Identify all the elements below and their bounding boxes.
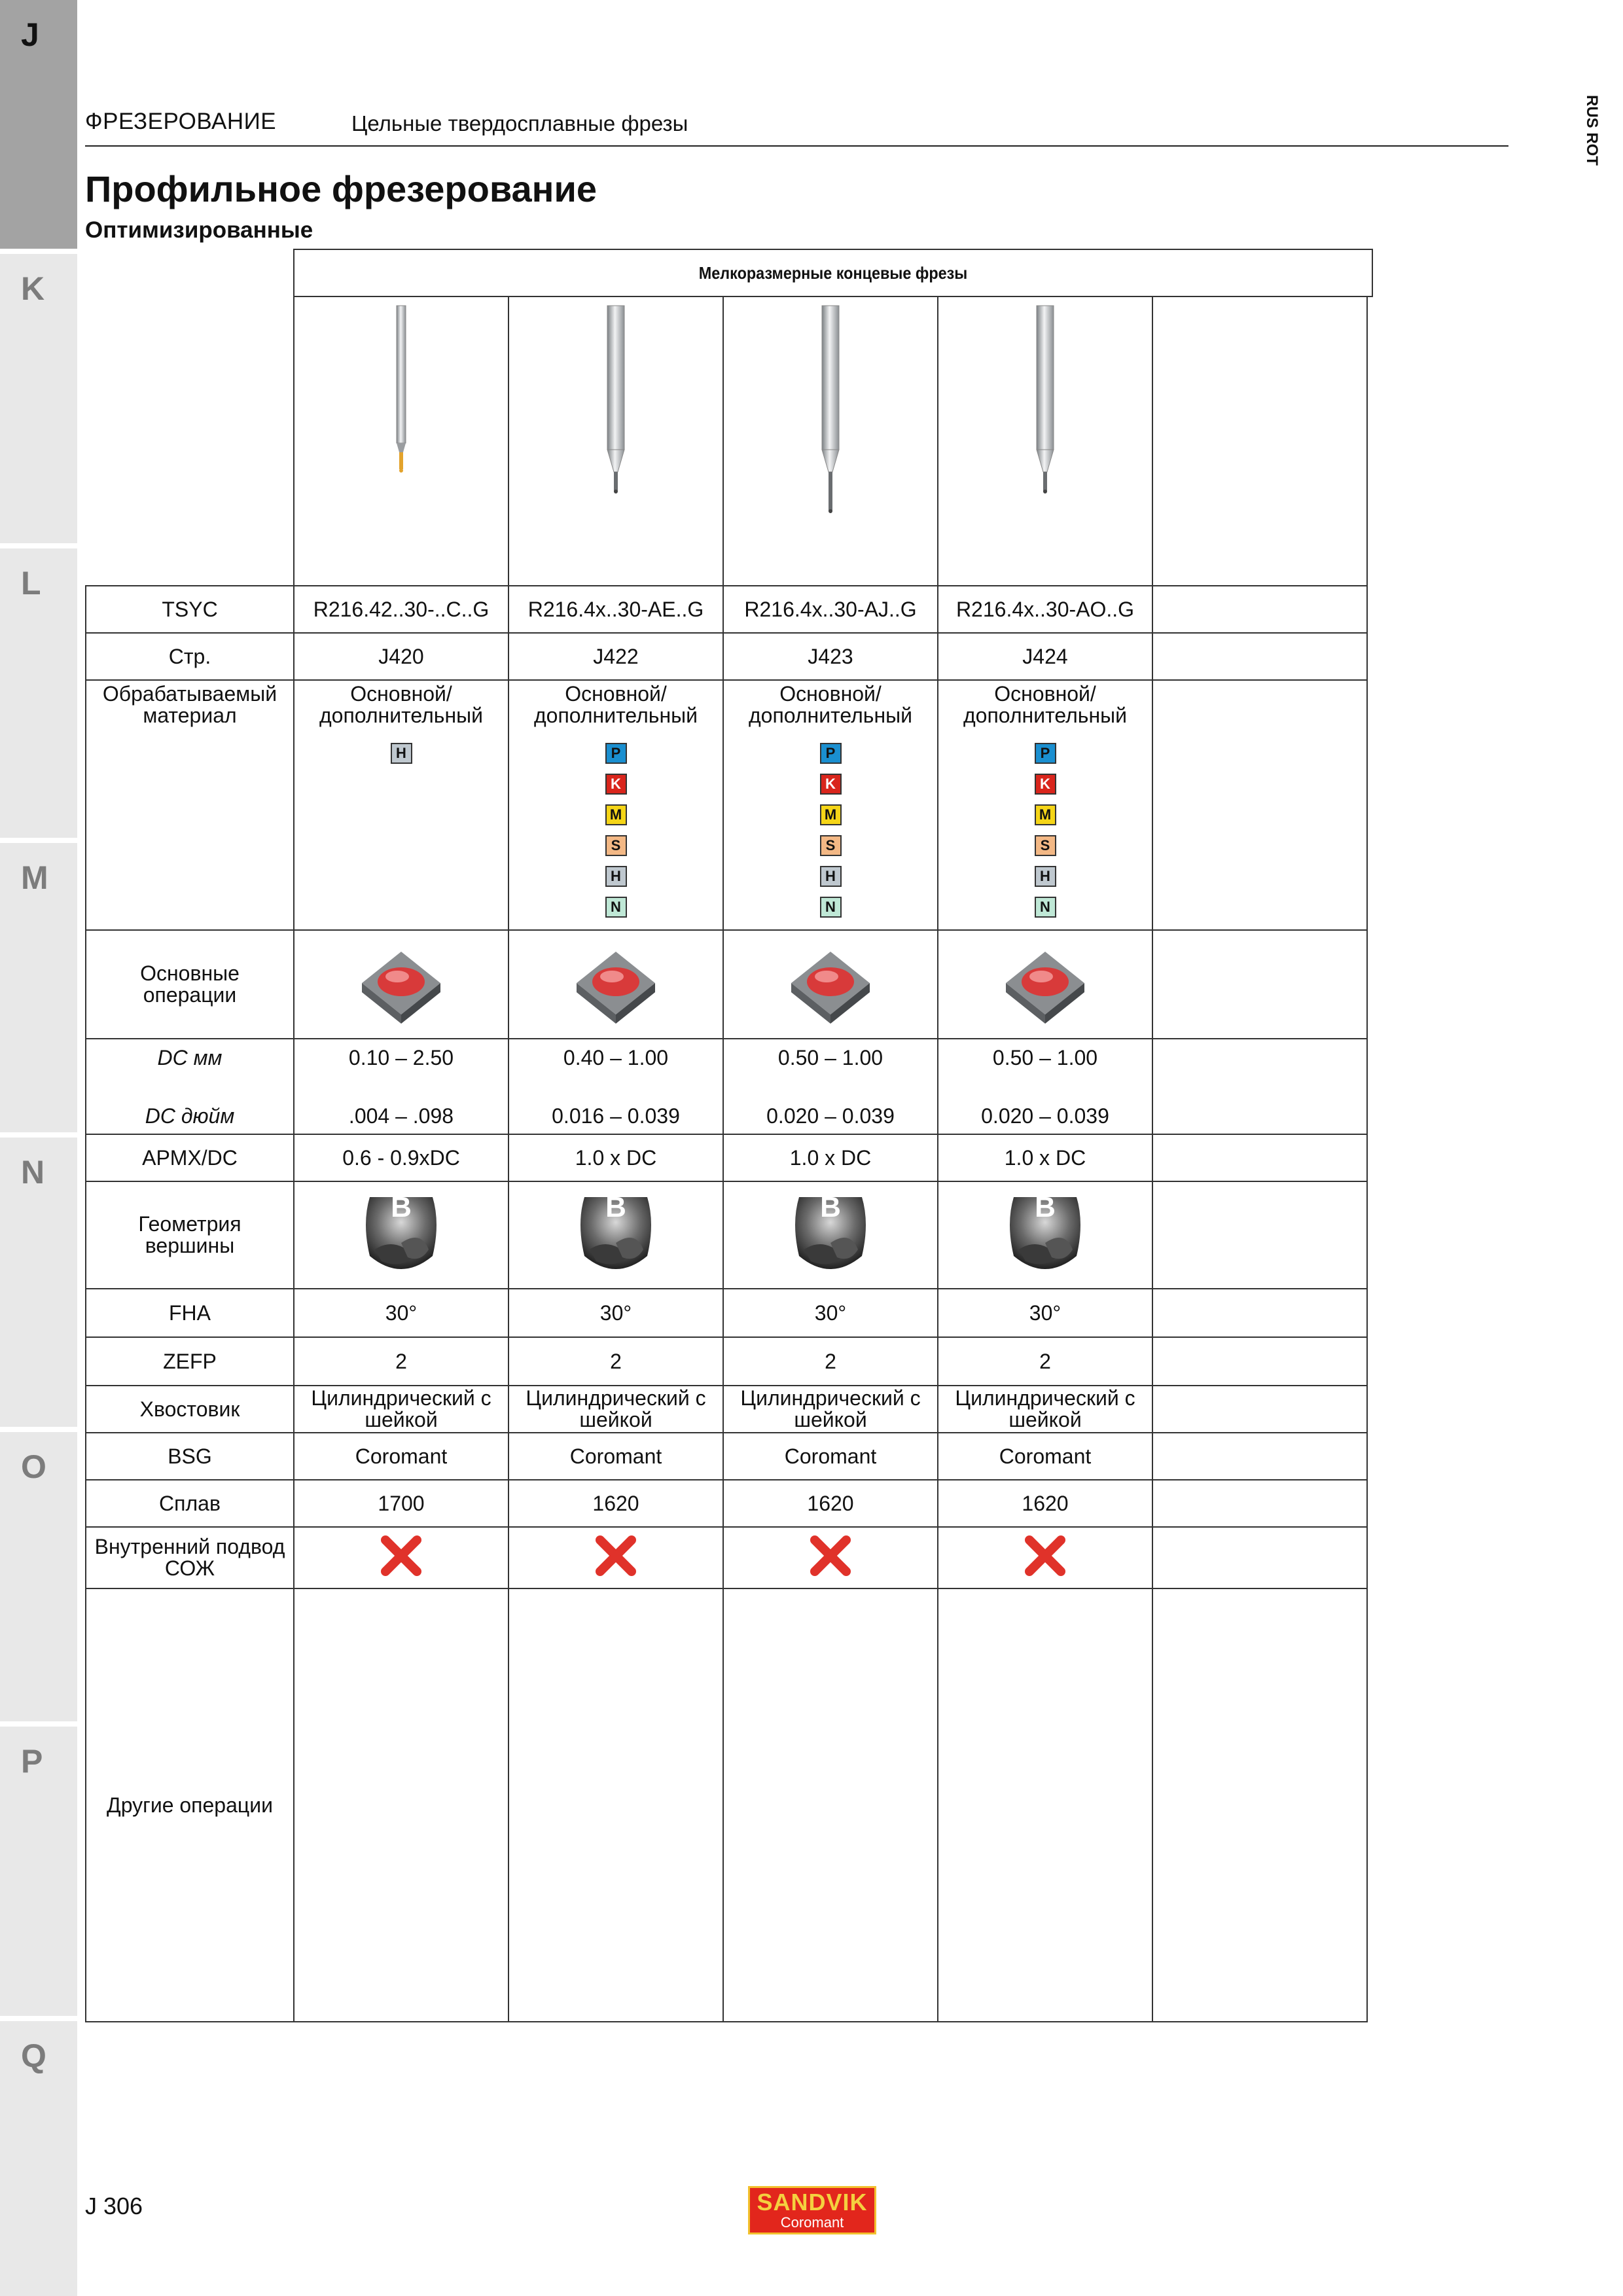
cell-page-1	[293, 632, 509, 681]
profile-milling-operation-icon	[563, 933, 668, 1035]
cell-grade-1	[293, 1479, 509, 1528]
row-label-page	[85, 632, 294, 681]
tsyc-value: R216.4x..30-AE..G	[527, 597, 704, 621]
geometry-letter: B	[1035, 1191, 1056, 1224]
cell-coolant-1	[293, 1526, 509, 1589]
grade-value: 1620	[1022, 1491, 1069, 1515]
bsg-value: Coromant	[784, 1444, 877, 1468]
cell-fha-3	[722, 1288, 938, 1338]
material-chip-k: K	[1035, 774, 1056, 795]
cell-main_ops-1	[293, 929, 509, 1039]
dc-mm-value: 0.10 – 2.50	[348, 1046, 454, 1069]
material-chip-h: H	[820, 866, 842, 887]
row-label-other_ops	[85, 1588, 294, 2022]
apmx-value: 1.0 x DC	[789, 1145, 872, 1170]
row-label-shank	[85, 1385, 294, 1433]
grade-value: 1620	[592, 1491, 639, 1515]
cell-coolant-2	[508, 1526, 724, 1589]
cell-dc-3	[722, 1038, 938, 1135]
cell-page-5	[1152, 632, 1368, 681]
row-label-zefp	[85, 1336, 294, 1386]
cell-zefp-4	[937, 1336, 1153, 1386]
row-label-dc	[85, 1038, 294, 1135]
row-label-text: Другие операции	[107, 1793, 273, 1817]
dc-inch-value: .004 – .098	[348, 1104, 454, 1128]
grade-value: 1700	[378, 1491, 425, 1515]
cell-grade-3	[722, 1479, 938, 1528]
material-chip-s: S	[605, 835, 627, 856]
row-label-text: FHA	[169, 1300, 211, 1325]
cell-zefp-2	[508, 1336, 724, 1386]
cell-geometry-1	[293, 1181, 509, 1289]
cell-dc-2	[508, 1038, 724, 1135]
dc-inch-value: 0.020 – 0.039	[766, 1104, 895, 1128]
row-label-text: APMX/DC	[142, 1145, 238, 1170]
apmx-value: 0.6 - 0.9xDC	[342, 1145, 460, 1170]
cell-shank-1	[293, 1385, 509, 1433]
profile-milling-operation-icon	[349, 933, 454, 1035]
cell-dc-1	[293, 1038, 509, 1135]
red-x-icon	[380, 1535, 422, 1581]
logo-sub-text: Coromant	[780, 2214, 844, 2231]
cell-apmx-3	[722, 1134, 938, 1182]
cell-fha-2	[508, 1288, 724, 1338]
row-label-text: TSYC	[162, 597, 218, 621]
page-reference: J424	[1022, 644, 1068, 668]
red-x-icon	[1024, 1535, 1066, 1581]
row-label-text: Внутренний подвод СОЖ	[94, 1535, 285, 1580]
row-label-tsyc	[85, 585, 294, 634]
cell-main_ops-2	[508, 929, 724, 1039]
grade-value: 1620	[807, 1491, 854, 1515]
tab-label: L	[21, 565, 41, 601]
fha-value: 30°	[385, 1300, 418, 1325]
material-chip-m: M	[820, 804, 842, 825]
cell-material-2	[508, 679, 724, 931]
ball-nose-geometry-icon	[999, 1184, 1091, 1286]
end-mill-image	[508, 295, 724, 587]
section-tabs	[0, 0, 77, 2296]
end-mill-image	[293, 295, 509, 587]
cell-bsg-5	[1152, 1432, 1368, 1480]
cell-other_ops-2	[508, 1588, 724, 2022]
cell-page-2	[508, 632, 724, 681]
material-chips	[605, 743, 627, 918]
tab-n[interactable]	[0, 1138, 77, 1427]
profile-milling-operation-icon	[993, 933, 1097, 1035]
cell-grade-5	[1152, 1479, 1368, 1528]
cell-geometry-4	[937, 1181, 1153, 1289]
ball-nose-geometry-icon	[355, 1184, 447, 1286]
material-text: Основной/ дополнительный	[319, 682, 484, 727]
cell-geometry-3	[722, 1181, 938, 1289]
material-chip-n: N	[820, 897, 842, 918]
cell-other_ops-5	[1152, 1588, 1368, 2022]
material-chip-p: P	[820, 743, 842, 764]
geometry-letter: B	[391, 1191, 412, 1224]
cell-material-5	[1152, 679, 1368, 931]
page-reference: J423	[808, 644, 853, 668]
cell-bsg-1	[293, 1432, 509, 1480]
apmx-value: 1.0 x DC	[575, 1145, 657, 1170]
material-chip-k: K	[820, 774, 842, 795]
end-mill-image	[722, 295, 938, 587]
row-label-fha	[85, 1288, 294, 1338]
profile-milling-operation-icon	[778, 933, 883, 1035]
material-chip-p: P	[605, 743, 627, 764]
red-x-icon	[595, 1535, 637, 1581]
tab-m[interactable]	[0, 843, 77, 1132]
cell-images-3	[722, 296, 938, 586]
tab-label: M	[21, 859, 48, 896]
geometry-letter: B	[605, 1191, 626, 1224]
header-rule	[85, 145, 1508, 147]
tsyc-value: R216.4x..30-AO..G	[955, 597, 1135, 621]
zefp-value: 2	[825, 1349, 836, 1373]
cell-tsyc-4	[937, 585, 1153, 634]
cell-fha-4	[937, 1288, 1153, 1338]
cell-tsyc-5	[1152, 585, 1368, 634]
material-chips	[391, 743, 412, 764]
cell-apmx-4	[937, 1134, 1153, 1182]
cell-page-3	[722, 632, 938, 681]
cell-grade-4	[937, 1479, 1153, 1528]
fha-value: 30°	[1029, 1300, 1061, 1325]
side-code: RUS ROT	[1583, 95, 1601, 166]
cell-grade-2	[508, 1479, 724, 1528]
tab-label: O	[21, 1448, 46, 1485]
dc-mm-value: 0.40 – 1.00	[563, 1046, 669, 1069]
cell-apmx-1	[293, 1134, 509, 1182]
material-chip-s: S	[1035, 835, 1056, 856]
cell-fha-5	[1152, 1288, 1368, 1338]
cell-main_ops-4	[937, 929, 1153, 1039]
tab-label: N	[21, 1154, 45, 1191]
header-subsection: Цельные твердосплавные фрезы	[351, 111, 688, 135]
cell-material-3	[722, 679, 938, 931]
cell-shank-4	[937, 1385, 1153, 1433]
material-text: Основной/ дополнительный	[533, 682, 698, 727]
tsyc-value: R216.4x..30-AJ..G	[744, 597, 917, 621]
cell-dc-5	[1152, 1038, 1368, 1135]
cell-bsg-4	[937, 1432, 1153, 1480]
cell-coolant-3	[722, 1526, 938, 1589]
page-number: J 306	[85, 2193, 143, 2219]
cell-geometry-5	[1152, 1181, 1368, 1289]
cell-bsg-2	[508, 1432, 724, 1480]
shank-value: Цилиндрический с шейкой	[526, 1386, 706, 1431]
tab-j[interactable]	[0, 0, 77, 249]
material-chip-p: P	[1035, 743, 1056, 764]
shank-value: Цилиндрический с шейкой	[955, 1386, 1135, 1431]
material-chip-m: M	[605, 804, 627, 825]
material-text: Основной/ дополнительный	[748, 682, 913, 727]
cell-zefp-1	[293, 1336, 509, 1386]
cell-images-4	[937, 296, 1153, 586]
row-label-text: Основные операции	[140, 961, 240, 1007]
cell-tsyc-2	[508, 585, 724, 634]
cell-other_ops-1	[293, 1588, 509, 2022]
logo-main-text: SANDVIK	[757, 2189, 868, 2215]
fha-value: 30°	[599, 1300, 632, 1325]
row-label-bsg	[85, 1432, 294, 1480]
zefp-value: 2	[1039, 1349, 1051, 1373]
material-chips	[1035, 743, 1056, 918]
row-label-text: Обрабатываемый материал	[102, 682, 277, 727]
tab-q[interactable]	[0, 2021, 77, 2296]
row-label-text: Стр.	[168, 644, 211, 668]
header-section: ФРЕЗЕРОВАНИЕ	[85, 109, 277, 134]
cell-coolant-4	[937, 1526, 1153, 1589]
cell-main_ops-5	[1152, 929, 1368, 1039]
cell-images-1	[293, 296, 509, 586]
material-chip-n: N	[1035, 897, 1056, 918]
bsg-value: Coromant	[355, 1444, 448, 1468]
row-label-apmx	[85, 1134, 294, 1182]
group-header	[293, 249, 1373, 297]
page-reference: J420	[378, 644, 424, 668]
material-chips	[820, 743, 842, 918]
row-label-geometry	[85, 1181, 294, 1289]
row-label-coolant	[85, 1526, 294, 1589]
cell-dc-4	[937, 1038, 1153, 1135]
row-label-material	[85, 679, 294, 931]
apmx-value: 1.0 x DC	[1004, 1145, 1086, 1170]
cell-page-4	[937, 632, 1153, 681]
tab-label: P	[21, 1743, 43, 1780]
row-label-text: Сплав	[159, 1491, 221, 1515]
tab-o[interactable]	[0, 1432, 77, 1721]
tab-label: Q	[21, 2037, 46, 2074]
cell-coolant-5	[1152, 1526, 1368, 1589]
dc-mm-value: 0.50 – 1.00	[992, 1046, 1098, 1069]
zefp-value: 2	[610, 1349, 622, 1373]
row-label-text: BSG	[168, 1444, 212, 1468]
page-reference: J422	[593, 644, 639, 668]
cell-main_ops-3	[722, 929, 938, 1039]
sandvik-logo	[748, 2186, 876, 2234]
page-subtitle: Оптимизированные	[85, 217, 313, 243]
cell-apmx-5	[1152, 1134, 1368, 1182]
cell-shank-2	[508, 1385, 724, 1433]
row-label-main_ops	[85, 929, 294, 1039]
cell-tsyc-3	[722, 585, 938, 634]
cell-zefp-5	[1152, 1336, 1368, 1386]
zefp-value: 2	[395, 1349, 407, 1373]
ball-nose-geometry-icon	[785, 1184, 876, 1286]
shank-value: Цилиндрический с шейкой	[740, 1386, 921, 1431]
group-header-label: Мелкоразмерные концевые фрезы	[698, 262, 968, 283]
cell-shank-3	[722, 1385, 938, 1433]
cell-fha-1	[293, 1288, 509, 1338]
tab-k[interactable]	[0, 254, 77, 543]
cell-apmx-2	[508, 1134, 724, 1182]
row-label-text: Хвостовик	[139, 1397, 240, 1421]
material-chip-s: S	[820, 835, 842, 856]
material-chip-m: M	[1035, 804, 1056, 825]
material-chip-h: H	[391, 743, 412, 764]
dc-inch-value: 0.020 – 0.039	[981, 1104, 1109, 1128]
cell-images-2	[508, 296, 724, 586]
red-x-icon	[810, 1535, 851, 1581]
cell-geometry-2	[508, 1181, 724, 1289]
row-label-grade	[85, 1479, 294, 1528]
bsg-value: Coromant	[569, 1444, 662, 1468]
tab-p[interactable]	[0, 1727, 77, 2016]
cell-zefp-3	[722, 1336, 938, 1386]
ball-nose-geometry-icon	[570, 1184, 662, 1286]
page-title: Профильное фрезерование	[85, 168, 597, 209]
cell-material-1	[293, 679, 509, 931]
cell-other_ops-4	[937, 1588, 1153, 2022]
cell-material-4	[937, 679, 1153, 931]
tab-label: K	[21, 270, 45, 307]
material-chip-k: K	[605, 774, 627, 795]
cell-shank-5	[1152, 1385, 1368, 1433]
cell-tsyc-1	[293, 585, 509, 634]
dc-mm-value: 0.50 – 1.00	[777, 1046, 883, 1069]
material-chip-h: H	[605, 866, 627, 887]
row-label-dc-inch: DC дюйм	[145, 1104, 235, 1128]
end-mill-image	[937, 295, 1153, 587]
shank-value: Цилиндрический с шейкой	[311, 1386, 491, 1431]
material-chip-n: N	[605, 897, 627, 918]
row-label-dc-mm: DC мм	[157, 1046, 223, 1069]
tab-label: J	[21, 16, 39, 53]
row-label-text: Геометрия вершины	[138, 1212, 241, 1257]
cell-bsg-3	[722, 1432, 938, 1480]
row-label-text: ZEFP	[163, 1349, 217, 1373]
material-text: Основной/ дополнительный	[963, 682, 1128, 727]
tsyc-value: R216.42..30-..C..G	[313, 597, 490, 621]
cell-images-5	[1152, 296, 1368, 586]
tab-l[interactable]	[0, 548, 77, 838]
fha-value: 30°	[814, 1300, 847, 1325]
material-chip-h: H	[1035, 866, 1056, 887]
geometry-letter: B	[820, 1191, 841, 1224]
cell-other_ops-3	[722, 1588, 938, 2022]
dc-inch-value: 0.016 – 0.039	[552, 1104, 680, 1128]
bsg-value: Coromant	[999, 1444, 1092, 1468]
